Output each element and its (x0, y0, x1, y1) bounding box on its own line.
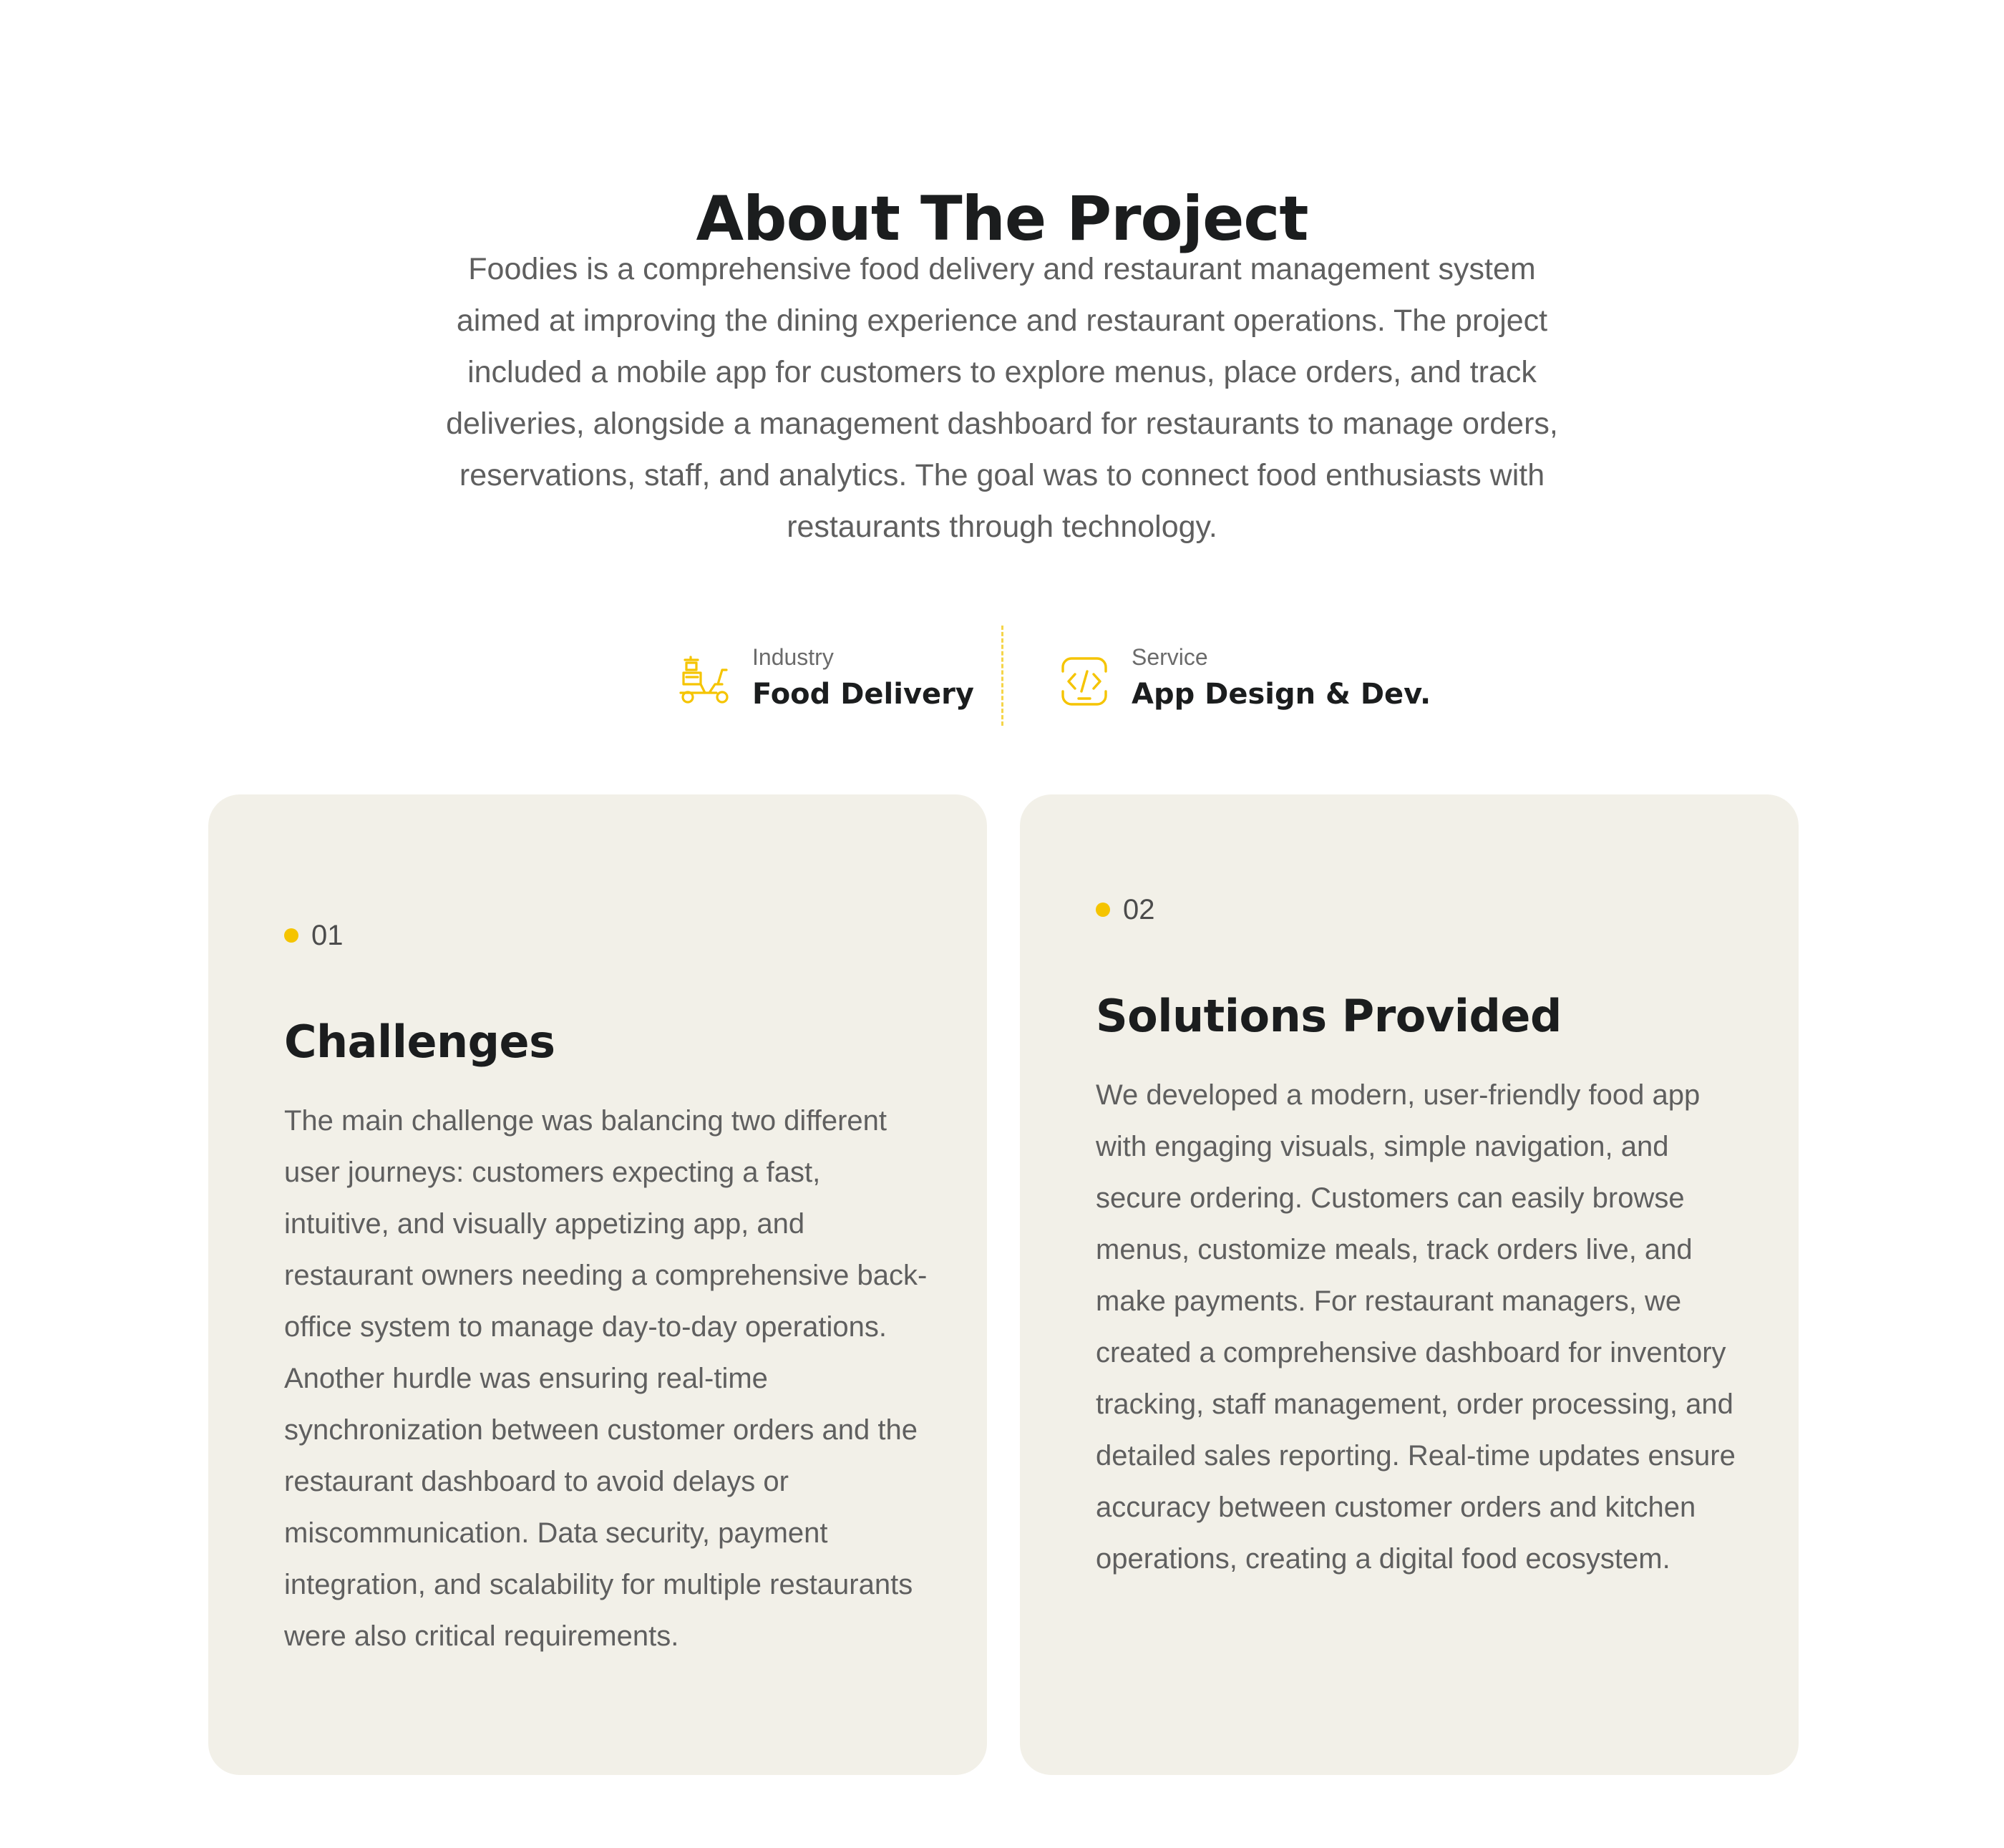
meta-service (1056, 626, 1431, 726)
challenges-card (208, 794, 987, 1775)
meta-divider (1001, 626, 1003, 726)
page-title: About The Project (696, 183, 1308, 255)
industry-value: Food Delivery (752, 678, 974, 711)
card-title: Challenges (284, 1016, 555, 1068)
code-icon (1056, 653, 1113, 710)
service-value: App Design & Dev. (1132, 678, 1431, 711)
delivery-scooter-icon (676, 653, 734, 710)
solutions-card (1020, 794, 1799, 1775)
meta-industry (676, 626, 977, 726)
project-intro: Foodies is a comprehensive food delivery and restaurant management system aimed at improving the dining experience and restaurant operations. The project included a mobile app for customers to explore menus, place orders, and track deliveries, alongside a management dashboard for restaurants to manage orders, reservations, staff, and analytics. The goal was to connect food enthusiasts with restaurants through technology. (446, 252, 1558, 544)
card-title: Solutions Provided (1096, 990, 1562, 1042)
service-label: Service (1132, 644, 1208, 670)
card-number-text: 01 (311, 920, 344, 951)
bullet-dot-icon (284, 928, 298, 943)
industry-label: Industry (752, 644, 834, 670)
card-number (284, 918, 344, 953)
bullet-dot-icon (1096, 903, 1110, 917)
card-body: We developed a modern, user-friendly food app with engaging visuals, simple navigation, and secure ordering. Customers can easily browse menus, customize meals, track orders live, and make payments. For restaurant managers, we created a comprehensive dashboard for inventory tracking, staff management, order processing, and detailed sales reporting. Real-time updates ensure accuracy between customer orders and kitchen operations, creating a digital food ecosystem. (1096, 1079, 1736, 1575)
project-meta (0, 626, 2004, 726)
card-number-text: 02 (1123, 894, 1155, 925)
card-number (1096, 892, 1155, 928)
card-body: The main challenge was balancing two different user journeys: customers expecting a fast, intuitive, and visually appetizing app, and restaurant owners needing a comprehensive back-office system to manage day-to-day operations. Another hurdle was ensuring real-time synchronization between customer orders and the restaurant dashboard to avoid delays or miscommunication. Data security, payment integration, and scalability for multiple restaurants were also critical requirements. (284, 1105, 928, 1652)
